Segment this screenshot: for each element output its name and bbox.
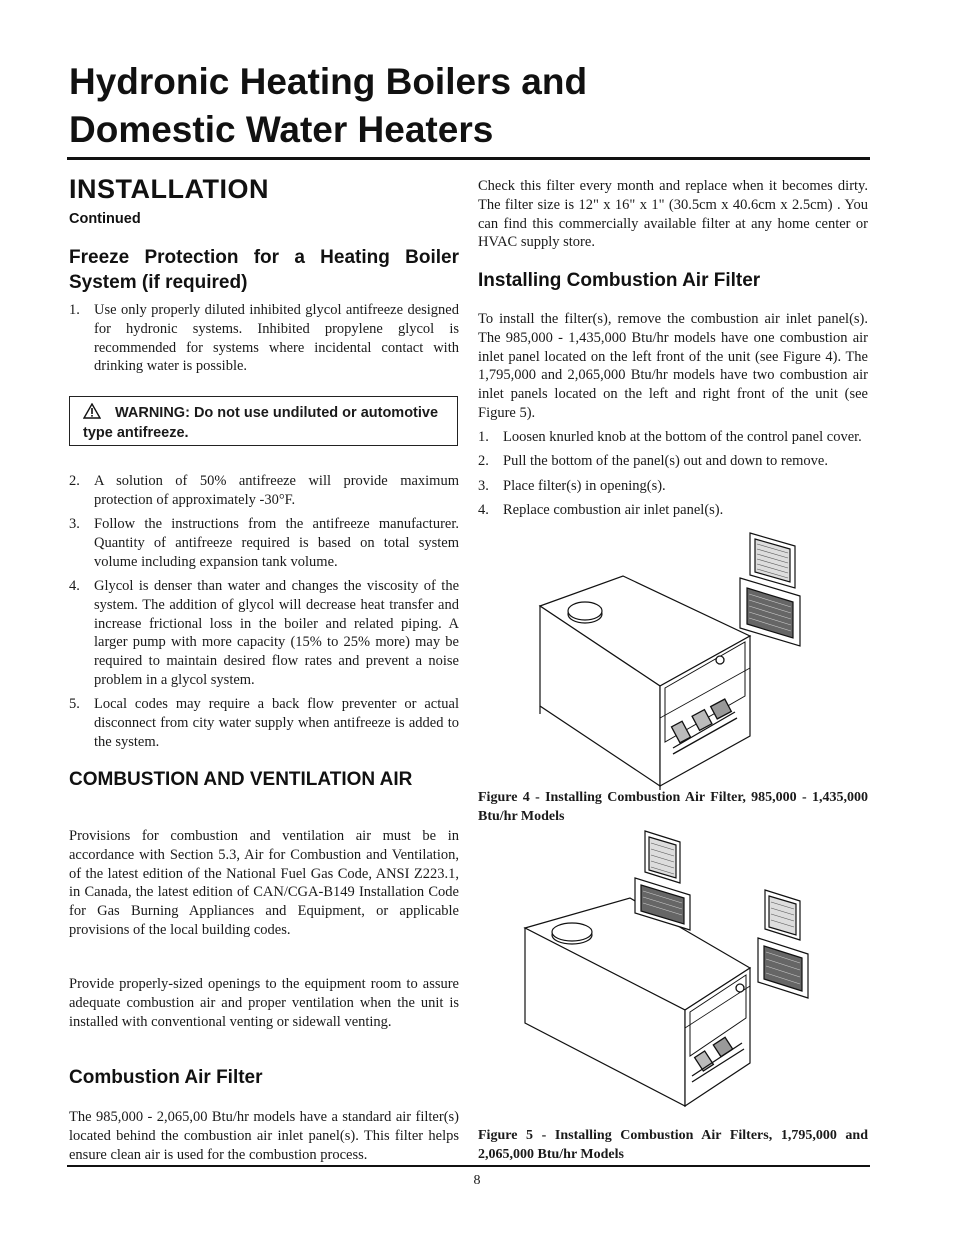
installing-intro-paragraph: To install the filter(s), remove the combustion air inlet panel(s). The 985,000 - 1,435,000 Btu/hr models have one combustion air inlet panel located on the left front of the unit (see Figure 4). The 1,795,000 and 2,065,000 Btu/hr models have two combustion air inlet panels located on the left and right front of the unit (see Figure 5). [478,311,868,421]
continued-label: Continued [69,211,141,227]
combustion-air-filter-heading: Combustion Air Filter [69,1067,263,1088]
list-item: 2. Pull the bottom of the panel(s) out and down to remove. [478,453,828,470]
page-title [69,58,879,154]
list-item: 3. Place filter(s) in opening(s). [478,477,666,494]
installation-heading: INSTALLATION [69,174,269,204]
title-divider [67,157,870,160]
list-item: 1. Loosen knurled knob at the bottom of the control panel cover. [478,429,862,445]
warning-box [69,396,458,446]
freeze-list-part2 [69,472,459,757]
figure-4-boiler-illustration [535,528,810,790]
freeze-protection-heading: Freeze Protection for a Heating Boiler System (if required) [69,247,459,293]
title-line-1: Hydronic Heating Boilers and [69,61,588,102]
page-number: 8 [473,1173,481,1188]
figure-5-caption: Figure 5 - Installing Combustion Air Filters, 1,795,000 and 2,065,000 Btu/hr Models [478,1128,868,1162]
list-item: 4. Replace combustion air inlet panel(s). [478,501,724,518]
warning-label: WARNING: [115,405,190,421]
combustion-ventilation-paragraph-2: Provide properly-sized openings to the equipment room to assure adequate combustion air and proper ventilation when the unit is installed with conventional venting or sidewall venting. [69,976,459,1030]
figure-5-boiler-illustration [520,828,810,1110]
combustion-ventilation-heading: COMBUSTION AND VENTILATION AIR [69,769,413,790]
list-item: 4. Glycol is denser than water and changes the viscosity of the system. The addition of glycol will decrease heat transfer and increase frictional loss in the boiler and related piping. A larger pump with more capacity (15% to 25% more) may be required to maintain desired flow rates and prevent a noise problem in a glycol system. [69,577,459,688]
warning-triangle-icon [83,403,101,419]
installing-filter-heading: Installing Combustion Air Filter [478,270,761,291]
title-line-2: Domestic Water Heaters [69,109,494,150]
list-item: 1. Use only properly diluted inhibited glycol antifreeze designed for hydronic systems. Inhibited propylene glycol is recommended for systems where incidental contact with drinking water is possible. [69,302,459,375]
warning-text: Do not use undiluted or automotive type antifreeze. [83,405,439,441]
list-item: 5. Local codes may require a back flow preventer or actual disconnect from city water supply when antifreeze is added to the system. [69,696,459,750]
figure-4-caption: Figure 4 - Installing Combustion Air Filter, 985,000 - 1,435,000 Btu/hr Models [478,790,868,824]
combustion-ventilation-paragraph-1: Provisions for combustion and ventilation air must be in accordance with Section 5.3, Air for Combustion and Ventilation, of the latest edition of the National Fuel Gas Code, ANSI Z223.1, in Canada, the latest edition of CAN/CGA-B149 Installation Code for Gas Burning Appliances and Equipment, or applicable provisions of the local building codes. [69,828,459,938]
list-item: 2. A solution of 50% antifreeze will provide maximum protection of approximately -30°F. [69,473,459,508]
list-item: 3. Follow the instructions from the antifreeze manufacturer. Quantity of antifreeze required is based on total system volume including expansion tank volume. [69,516,459,570]
filter-paragraph-1: The 985,000 - 2,065,00 Btu/hr models have a standard air filter(s) located behind the combustion air inlet panel(s). This filter helps ensure clean air is used for the combustion process. [69,1109,459,1163]
footer-divider [67,1165,870,1167]
filter-paragraph-2: Check this filter every month and replace when it becomes dirty. The filter size is 12" x 16" x 1" (30.5cm x 40.6cm x 2.5cm) . You can find this commercially available filter at any home center or HVAC supply store. [478,178,868,251]
installing-steps-list [478,428,868,525]
freeze-list-part1 [69,301,459,382]
